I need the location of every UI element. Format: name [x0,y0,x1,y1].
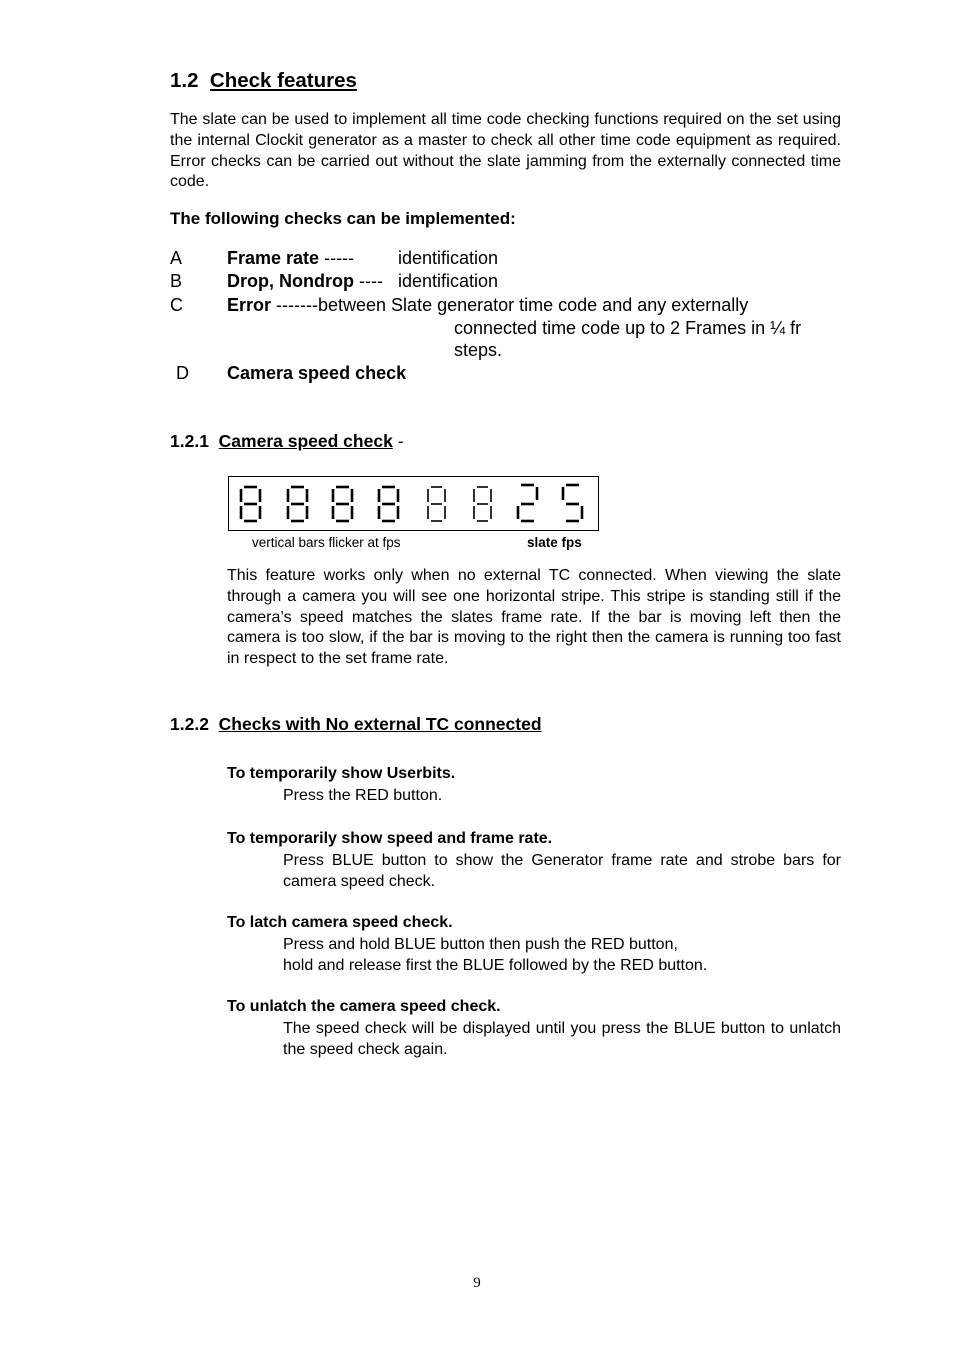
display-caption-left: vertical bars flicker at fps [252,535,401,550]
slate-display [228,476,599,531]
check-desc-c-line3: steps. [454,340,503,360]
checks-heading: The following checks can be implemented: [170,209,516,228]
subsection-2-number: 1.2.2 [170,714,209,734]
check-letter-a: A [170,248,183,268]
display-digit-4 [379,487,398,521]
check-letter-b: B [170,271,183,291]
check-item-c [227,295,748,316]
display-digit-fps-2 [518,485,537,521]
subsection-1-suffix: - [397,431,404,451]
check-dashes-c: ------- [276,295,318,315]
procedure-4-text: The speed check will be displayed until you press the BLUE button to unlatch the speed check again. [283,1020,841,1058]
display-digit-2 [288,487,307,521]
check-name-b: Drop, Nondrop [227,271,354,291]
check-name-d: Camera speed check [227,363,407,383]
check-desc-c-line2: connected time code up to 2 Frames in ¼ fr [454,318,802,338]
subsection-1-heading [170,431,404,452]
check-item-d [227,363,406,384]
section-heading [170,69,357,93]
page-number: 9 [473,1275,481,1291]
procedure-3-line-1: Press and hold BLUE button then push the RED button, [283,936,678,953]
procedure-2-title: To temporarily show speed and frame rate. [227,830,553,847]
check-dashes-a: ----- [324,248,355,268]
procedure-1-title: To temporarily show Userbits. [227,765,456,782]
display-digit-3 [333,487,352,521]
display-digit-6 [474,487,491,521]
procedure-2-text: Press BLUE button to show the Generator frame rate and strobe bars for camera speed check. [283,852,841,890]
display-digit-5 [428,487,445,521]
check-item-b [227,271,383,292]
subsection-2-heading [170,714,542,735]
section-title: Check features [209,69,357,92]
procedure-1-text: Press the RED button. [283,787,443,804]
display-digit-1 [241,487,260,521]
check-name-a: Frame rate [227,248,320,268]
check-name-c: Error [227,295,272,315]
check-item-a [227,248,354,269]
subsection-1-title: Camera speed check [218,431,393,451]
display-caption-right: slate fps [527,535,582,550]
section-number: 1.2 [170,69,199,92]
segment-display-graphic [229,477,597,529]
subsection-1-number: 1.2.1 [170,431,209,451]
procedure-4-title: To unlatch the camera speed check. [227,998,501,1015]
camera-speed-paragraph: This feature works only when no external TC connected. When viewing the slate through a camera you will see one horizontal stripe. This stripe is standing still if the camera’s speed matches the slates frame rate. If the bar is moving left then the camera is too slow, if the bar is moving to the right then the camera is running too fast in respect to the set frame rate. [227,567,841,668]
check-letter-d: D [176,363,189,383]
check-desc-c: between Slate generator time code and any externally [318,295,749,315]
procedure-3-line-2: hold and release first the BLUE followed by the RED button. [283,957,708,974]
check-desc-a: identification [398,248,499,268]
subsection-2-title: Checks with No external TC connected [218,714,542,734]
check-desc-b: identification [398,271,499,291]
intro-paragraph: The slate can be used to implement all time code checking functions required on the set using the internal Clockit generator as a master to check all other time code equipment as required. Error checks can be carried out without the slate jamming from the externally connected time code. [170,111,841,191]
check-letter-c: C [170,295,183,315]
procedure-3-title: To latch camera speed check. [227,914,453,931]
check-dashes-b: ---- [359,271,383,291]
display-digit-fps-5 [563,485,582,521]
